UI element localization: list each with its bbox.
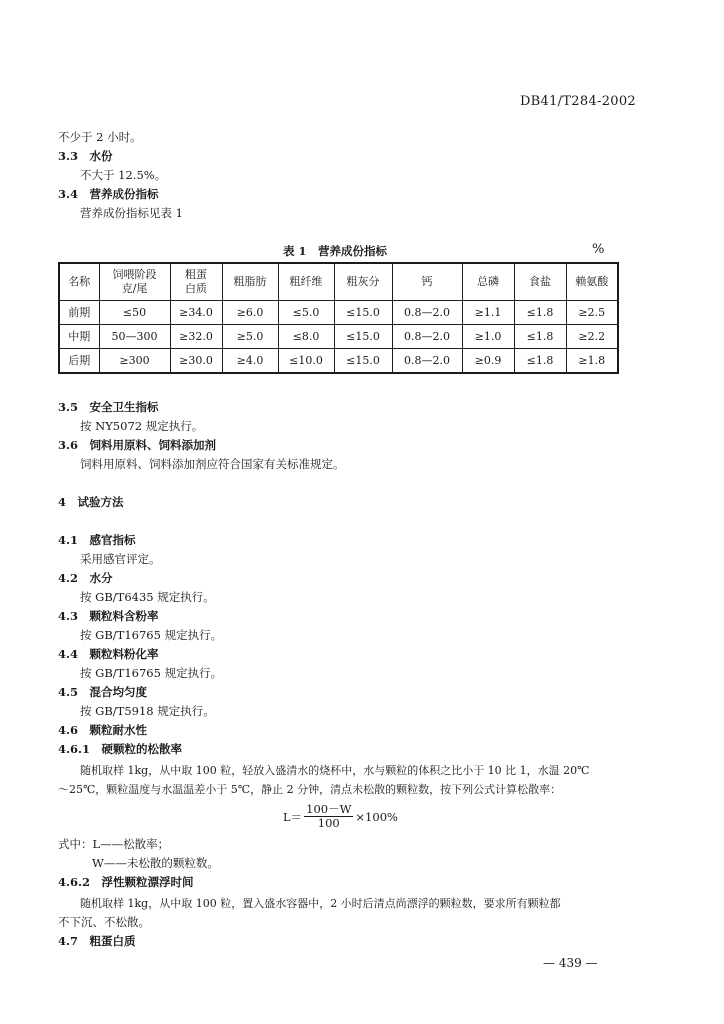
section-heading-3-6: 3.6 饲料用原料、饲料添加剂 — [58, 438, 217, 452]
loose-rate-formula — [283, 803, 398, 830]
nutrition-table — [58, 262, 619, 374]
paragraph-text: 采用感官评定。 — [80, 552, 161, 566]
section-heading-4-6-1: 4.6.1 硬颗粒的松散率 — [58, 742, 183, 756]
formula-denominator: 100 — [317, 816, 340, 830]
paragraph-text: 按 GB/T16765 规定执行。 — [80, 666, 223, 680]
section-heading-3-5: 3.5 安全卫生指标 — [58, 400, 159, 414]
section-heading-4-4: 4.4 颗粒料粉化率 — [58, 647, 159, 661]
table-cell: ≥4.0 — [222, 349, 278, 374]
table-cell: ≥6.0 — [222, 301, 278, 325]
header-lysine: 赖氨酸 — [566, 263, 618, 301]
paragraph-continuation: 不少于 2 小时。 — [58, 130, 142, 144]
table-cell: ≥34.0 — [170, 301, 222, 325]
table-cell: ≥1.8 — [566, 349, 618, 374]
header-total-phosphorus: 总磷 — [462, 263, 514, 301]
paragraph-text: 按 GB/T16765 规定执行。 — [80, 628, 223, 642]
paragraph-text: 随机取样 1kg，从中取 100 粒，置入盛水容器中，2 小时后清点尚漂浮的颗粒数，要求所有颗粒都 — [80, 897, 561, 910]
paragraph-text: 饲料用原料、饲料添加剂应符合国家有关标准规定。 — [80, 457, 345, 471]
paragraph-text: ～25℃，颗粒温度与水温温差小于 5℃，静止 2 分钟，清点未松散的颗粒数，按下列公式计算松散率： — [58, 783, 562, 796]
table-unit: % — [592, 242, 605, 257]
header-stage: 饲喂阶段 克/尾 — [99, 263, 170, 301]
table-cell: ≥1.0 — [462, 325, 514, 349]
table-caption: 表 1 营养成份指标 — [283, 244, 388, 258]
paragraph-text: 营养成份指标见表 1 — [80, 206, 183, 220]
section-heading-4-6-2: 4.6.2 浮性颗粒漂浮时间 — [58, 875, 194, 889]
section-heading-4-5: 4.5 混合均匀度 — [58, 685, 148, 699]
section-heading-4-3: 4.3 颗粒料含粉率 — [58, 609, 159, 623]
formula-fraction — [304, 803, 353, 830]
table-cell: 前期 — [59, 301, 99, 325]
formula-numerator: 100－W — [306, 802, 352, 816]
paragraph-text: 按 NY5072 规定执行。 — [80, 419, 204, 433]
paragraph-text: 随机取样 1kg，从中取 100 粒，轻放入盛清水的烧杯中，水与颗粒的体积之比小于 10 比 1，水温 20℃ — [80, 764, 590, 777]
table-cell: ≤10.0 — [278, 349, 334, 374]
section-heading-4-7: 4.7 粗蛋白质 — [58, 934, 136, 948]
table-cell: ≤15.0 — [334, 325, 392, 349]
table-row — [59, 349, 618, 374]
table-cell: ≥30.0 — [170, 349, 222, 374]
table-cell: 中期 — [59, 325, 99, 349]
chapter-heading-4: 4 试验方法 — [58, 495, 124, 509]
table-cell: ≤1.8 — [514, 301, 566, 325]
table-cell: 0.8—2.0 — [392, 325, 462, 349]
table-cell: ≤50 — [99, 301, 170, 325]
table-cell: ≥5.0 — [222, 325, 278, 349]
document-code: DB41/T284-2002 — [519, 94, 636, 109]
table-cell: 后期 — [59, 349, 99, 374]
table-cell: ≥0.9 — [462, 349, 514, 374]
section-heading-4-6: 4.6 颗粒耐水性 — [58, 723, 148, 737]
table-cell: ≤8.0 — [278, 325, 334, 349]
header-salt: 食盐 — [514, 263, 566, 301]
header-crude-fat: 粗脂肪 — [222, 263, 278, 301]
table-cell: ≥2.2 — [566, 325, 618, 349]
table-cell: ≤5.0 — [278, 301, 334, 325]
table-cell: ≥300 — [99, 349, 170, 374]
paragraph-text: 不大于 12.5%。 — [80, 168, 167, 182]
section-heading-4-2: 4.2 水分 — [58, 571, 113, 585]
section-heading-3-3: 3.3 水份 — [58, 149, 113, 163]
section-heading-3-4: 3.4 营养成份指标 — [58, 187, 159, 201]
formula-lhs: L＝ — [283, 809, 303, 824]
table-cell: 0.8—2.0 — [392, 301, 462, 325]
table-cell: ≥1.1 — [462, 301, 514, 325]
table-cell: ≥32.0 — [170, 325, 222, 349]
section-heading-4-1: 4.1 感官指标 — [58, 533, 136, 547]
table-header-row — [59, 263, 618, 301]
paragraph-text: 按 GB/T5918 规定执行。 — [80, 704, 215, 718]
page-number: — 439 — — [543, 956, 598, 970]
paragraph-text: 不下沉、不松散。 — [58, 915, 150, 929]
formula-legend: 式中：L——松散率； — [58, 837, 170, 851]
table-cell: 0.8—2.0 — [392, 349, 462, 374]
table-cell: ≥2.5 — [566, 301, 618, 325]
table-row — [59, 325, 618, 349]
table-row — [59, 301, 618, 325]
table-cell: ≤15.0 — [334, 301, 392, 325]
header-name: 名称 — [59, 263, 99, 301]
formula-legend: W——未松散的颗粒数。 — [92, 856, 219, 870]
formula-rhs: ×100% — [355, 809, 398, 824]
table-cell: ≤15.0 — [334, 349, 392, 374]
header-crude-ash: 粗灰分 — [334, 263, 392, 301]
header-crude-fiber: 粗纤维 — [278, 263, 334, 301]
header-calcium: 钙 — [392, 263, 462, 301]
table-cell: ≤1.8 — [514, 325, 566, 349]
paragraph-text: 按 GB/T6435 规定执行。 — [80, 590, 215, 604]
table-cell: 50—300 — [99, 325, 170, 349]
header-crude-protein: 粗蛋 白质 — [170, 263, 222, 301]
table-cell: ≤1.8 — [514, 349, 566, 374]
